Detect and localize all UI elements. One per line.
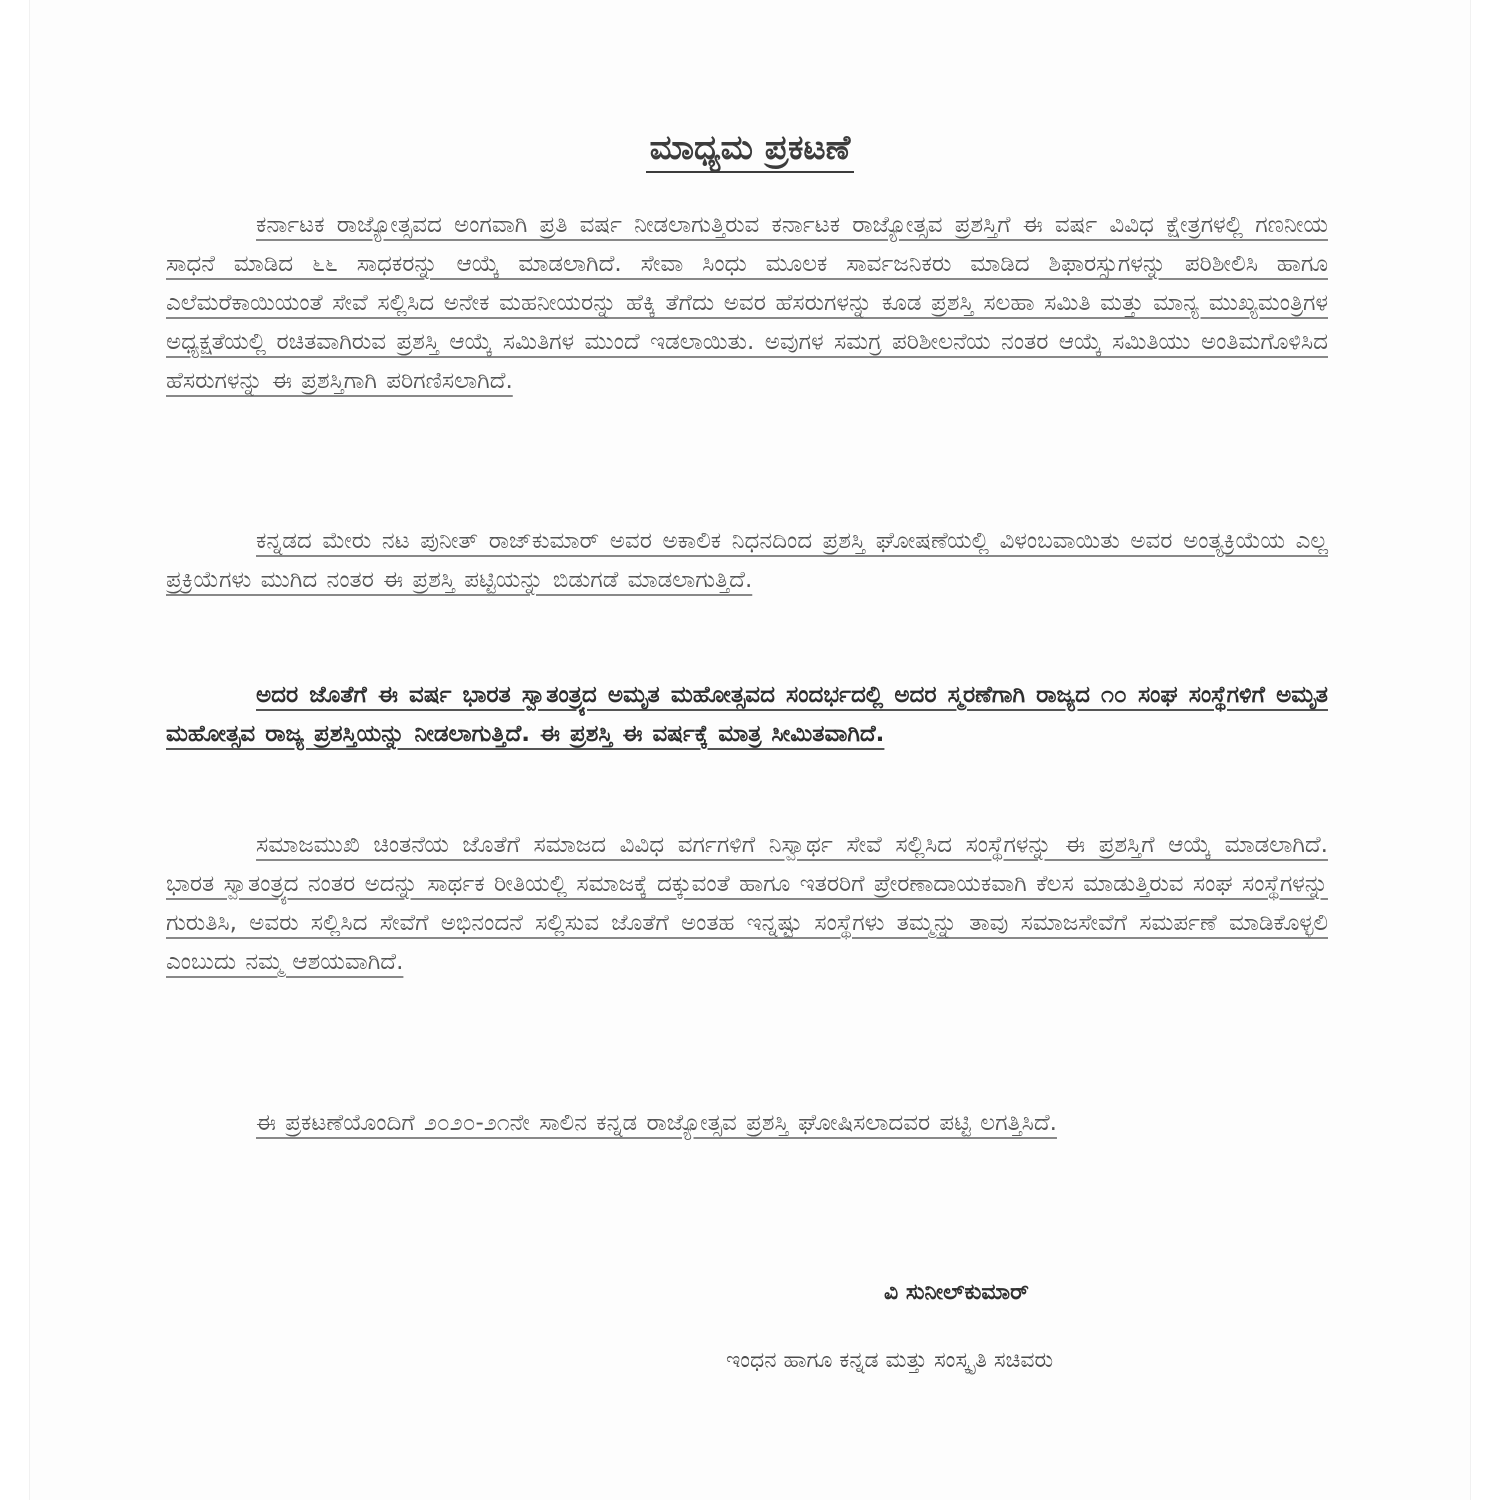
paragraph-announcement-delay: ಕನ್ನಡದ ಮೇರು ನಟ ಪುನೀತ್ ರಾಜ್‌ಕುಮಾರ್ ಅವರ ಅಕಾಲಿಕ ನಿಧನದಿಂದ ಪ್ರಶಸ್ತಿ ಘೋಷಣೆಯಲ್ಲಿ ವಿಳಂಬವಾಯಿತು ಅವರ ಅಂತ್ಯಕ್ರಿಯೆಯ ಎಲ್ಲ ಪ್ರಕ್ರಿಯೆಗಳು ಮುಗಿದ ನಂತರ ಈ ಪ್ರಶಸ್ತಿ ಪಟ್ಟಿಯನ್ನು ಬಿಡುಗಡೆ ಮಾಡಲಾಗುತ್ತಿದೆ. [166, 528, 1328, 594]
paragraph-list-attached: ಈ ಪ್ರಕಟಣೆಯೊಂದಿಗೆ ೨೦೨೦-೨೧ನೇ ಸಾಲಿನ ಕನ್ನಡ ರಾಜ್ಯೋತ್ಸವ ಪ್ರಶಸ್ತಿ ಘೋಷಿಸಲಾದವರ ಪಟ್ಟಿ ಲಗತ್ತಿಸಿದೆ. [256, 1110, 1057, 1136]
paragraph-organisations-selection: ಸಮಾಜಮುಖಿ ಚಿಂತನೆಯ ಜೊತೆಗೆ ಸಮಾಜದ ವಿವಿಧ ವರ್ಗಗಳಿಗೆ ನಿಸ್ವಾರ್ಥ ಸೇವೆ ಸಲ್ಲಿಸಿದ ಸಂಸ್ಥೆಗಳನ್ನು ಈ ಪ್ರಶಸ್ತಿಗೆ ಆಯ್ಕೆ ಮಾಡಲಾಗಿದೆ. ಭಾರತ ಸ್ವಾತಂತ್ರ್ಯದ ನಂತರ ಅದನ್ನು ಸಾರ್ಥಕ ರೀತಿಯಲ್ಲಿ ಸಮಾಜಕ್ಕೆ ದಕ್ಕುವಂತೆ ಹಾಗೂ ಇತರರಿಗೆ ಪ್ರೇರಣಾದಾಯಕವಾಗಿ ಕೆಲಸ ಮಾಡುತ್ತಿರುವ ಸಂಘ ಸಂಸ್ಥೆಗಳನ್ನು ಗುರುತಿಸಿ, ಅವರು ಸಲ್ಲಿಸಿದ ಸೇವೆಗೆ ಅಭಿನಂದನೆ ಸಲ್ಲಿಸುವ ಜೊತೆಗೆ ಅಂತಹ ಇನ್ನಷ್ಟು ಸಂಸ್ಥೆಗಳು ತಮ್ಮನ್ನು ತಾವು ಸಮಾಜಸೇವೆಗೆ ಸಮರ್ಪಣೆ ಮಾಡಿಕೊಳ್ಳಲಿ ಎಂಬುದು ನಮ್ಮ ಆಶಯವಾಗಿದೆ. [166, 832, 1328, 976]
signatory-designation: ಇಂಧನ ಹಾಗೂ ಕನ್ನಡ ಮತ್ತು ಸಂಸ್ಕೃತಿ ಸಚಿವರು [726, 1348, 1054, 1373]
paragraph-amrit-mahotsav-award: ಅದರ ಜೊತೆಗೆ ಈ ವರ್ಷ ಭಾರತ ಸ್ವಾತಂತ್ರ್ಯದ ಅಮೃತ ಮಹೋತ್ಸವದ ಸಂದರ್ಭದಲ್ಲಿ ಅದರ ಸ್ಮರಣೆಗಾಗಿ ರಾಜ್ಯದ ೧೦ ಸಂಘ ಸಂಸ್ಥೆಗಳಿಗೆ ಅಮೃತ ಮಹೋತ್ಸವ ರಾಜ್ಯ ಪ್ರಶಸ್ತಿಯನ್ನು ನೀಡಲಾಗುತ್ತಿದೆ. ಈ ಪ್ರಶಸ್ತಿ ಈ ವರ್ಷಕ್ಕೆ ಮಾತ್ರ ಸೀಮಿತವಾಗಿದೆ. [166, 682, 1328, 748]
paragraph-award-selection: ಕರ್ನಾಟಕ ರಾಜ್ಯೋತ್ಸವದ ಅಂಗವಾಗಿ ಪ್ರತಿ ವರ್ಷ ನೀಡಲಾಗುತ್ತಿರುವ ಕರ್ನಾಟಕ ರಾಜ್ಯೋತ್ಸವ ಪ್ರಶಸ್ತಿಗೆ ಈ ವರ್ಷ ವಿವಿಧ ಕ್ಷೇತ್ರಗಳಲ್ಲಿ ಗಣನೀಯ ಸಾಧನೆ ಮಾಡಿದ ೬೬ ಸಾಧಕರನ್ನು ಆಯ್ಕೆ ಮಾಡಲಾಗಿದೆ. ಸೇವಾ ಸಿಂಧು ಮೂಲಕ ಸಾರ್ವಜನಿಕರು ಮಾಡಿದ ಶಿಫಾರಸ್ಸುಗಳನ್ನು ಪರಿಶೀಲಿಸಿ ಹಾಗೂ ಎಲೆಮರೆಕಾಯಿಯಂತೆ ಸೇವೆ ಸಲ್ಲಿಸಿದ ಅನೇಕ ಮಹನೀಯರನ್ನು ಹೆಕ್ಕಿ ತೆಗೆದು ಅವರ ಹೆಸರುಗಳನ್ನು ಕೂಡ ಪ್ರಶಸ್ತಿ ಸಲಹಾ ಸಮಿತಿ ಮತ್ತು ಮಾನ್ಯ ಮುಖ್ಯಮಂತ್ರಿಗಳ ಅಧ್ಯಕ್ಷತೆಯಲ್ಲಿ ರಚಿತವಾಗಿರುವ ಪ್ರಶಸ್ತಿ ಆಯ್ಕೆ ಸಮಿತಿಗಳ ಮುಂದೆ ಇಡಲಾಯಿತು. ಅವುಗಳ ಸಮಗ್ರ ಪರಿಶೀಲನೆಯ ನಂತರ ಆಯ್ಕೆ ಸಮಿತಿಯು ಅಂತಿಮಗೊಳಿಸಿದ ಹೆಸರುಗಳನ್ನು ಈ ಪ್ರಶಸ್ತಿಗಾಗಿ ಪರಿಗಣಿಸಲಾಗಿದೆ. [166, 212, 1328, 395]
press-release-title-text: ಮಾಧ್ಯಮ ಪ್ರಕಟಣೆ [646, 128, 855, 173]
press-release-title [0, 128, 1500, 168]
signatory-name: ವಿ ಸುನೀಲ್‌ಕುಮಾರ್ [884, 1280, 1029, 1305]
